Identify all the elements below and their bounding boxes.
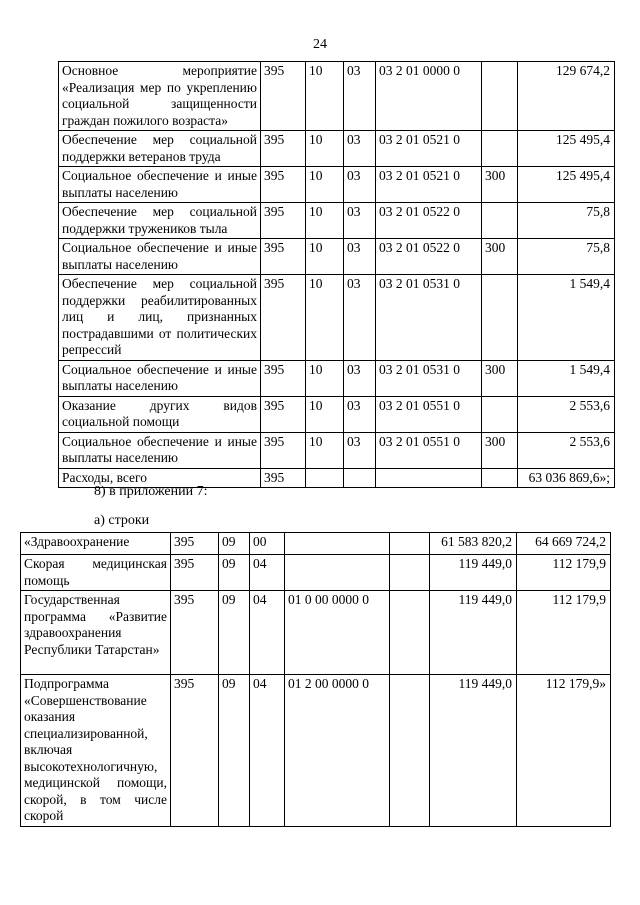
table-row	[21, 555, 611, 591]
paragraph-appendix-7: 8) в приложении 7:	[94, 484, 208, 499]
row-value-cell: 03	[344, 167, 376, 203]
row-value-cell: 10	[306, 131, 344, 167]
row-value-cell: 03	[344, 396, 376, 432]
row-value-cell: 300	[482, 239, 518, 275]
row-value-cell	[482, 203, 518, 239]
row-name-cell: Социальное обеспечение и иные выплаты населению	[59, 239, 261, 275]
paragraph-rows-label: а) строки	[94, 513, 150, 528]
row-value-cell	[482, 468, 518, 488]
row-value-cell: 09	[219, 675, 250, 827]
row-value-cell: 03	[344, 275, 376, 361]
row-value-cell	[344, 468, 376, 488]
row-value-cell: 119 449,0	[430, 675, 517, 827]
row-value-cell	[285, 555, 390, 591]
row-value-cell: 09	[219, 533, 250, 555]
row-name-cell: Подпрограмма «Совершенствование оказания специализированной, включая высокотехнологичную, медицинской помощи, скорой, в том числе скорой	[21, 675, 171, 827]
table-row	[59, 275, 615, 361]
table-row	[59, 167, 615, 203]
row-value-cell: 04	[250, 555, 285, 591]
row-value-cell: 03 2 01 0531 0	[376, 360, 482, 396]
row-value-cell: 300	[482, 432, 518, 468]
row-value-cell: 395	[261, 203, 306, 239]
row-value-cell: 395	[171, 533, 219, 555]
row-value-cell: 10	[306, 167, 344, 203]
row-value-cell: 03	[344, 131, 376, 167]
row-value-cell: 10	[306, 203, 344, 239]
row-value-cell: 112 179,9»	[517, 675, 611, 827]
row-value-cell: 03 2 01 0531 0	[376, 275, 482, 361]
row-value-cell: 300	[482, 167, 518, 203]
row-value-cell: 395	[261, 432, 306, 468]
row-value-cell: 03	[344, 239, 376, 275]
row-name-cell: Оказание других видов социальной помощи	[59, 396, 261, 432]
row-value-cell: 10	[306, 275, 344, 361]
table-row	[21, 591, 611, 675]
row-value-cell: 03	[344, 203, 376, 239]
row-name-cell: Обеспечение мер социальной поддержки тружеников тыла	[59, 203, 261, 239]
row-value-cell: 03 2 01 0000 0	[376, 62, 482, 131]
row-value-cell: 125 495,4	[518, 131, 615, 167]
table-row	[59, 239, 615, 275]
row-value-cell: 03 2 01 0522 0	[376, 239, 482, 275]
row-value-cell: 395	[261, 275, 306, 361]
row-value-cell	[285, 533, 390, 555]
row-value-cell: 125 495,4	[518, 167, 615, 203]
row-name-cell: Обеспечение мер социальной поддержки ветеранов труда	[59, 131, 261, 167]
row-value-cell: 03	[344, 360, 376, 396]
row-value-cell: 03 2 01 0522 0	[376, 203, 482, 239]
table-row	[59, 432, 615, 468]
row-value-cell: 395	[261, 468, 306, 488]
row-value-cell	[376, 468, 482, 488]
row-name-cell: «Здравоохранение	[21, 533, 171, 555]
row-value-cell: 03	[344, 432, 376, 468]
row-value-cell: 395	[261, 396, 306, 432]
row-name-cell: Социальное обеспечение и иные выплаты населению	[59, 360, 261, 396]
row-name-cell: Расходы, всего	[59, 468, 261, 488]
row-value-cell: 01 0 00 0000 0	[285, 591, 390, 675]
row-value-cell: 09	[219, 591, 250, 675]
row-value-cell: 61 583 820,2	[430, 533, 517, 555]
row-value-cell: 395	[171, 555, 219, 591]
row-value-cell	[482, 275, 518, 361]
row-value-cell: 01 2 00 0000 0	[285, 675, 390, 827]
row-value-cell: 395	[261, 239, 306, 275]
row-value-cell: 395	[261, 62, 306, 131]
row-name-cell: Социальное обеспечение и иные выплаты населению	[59, 432, 261, 468]
table-row	[59, 62, 615, 131]
row-value-cell: 63 036 869,6»;	[518, 468, 615, 488]
row-value-cell: 03 2 01 0551 0	[376, 396, 482, 432]
row-value-cell: 04	[250, 675, 285, 827]
row-value-cell: 1 549,4	[518, 360, 615, 396]
row-value-cell: 03 2 01 0521 0	[376, 167, 482, 203]
table-row	[59, 203, 615, 239]
row-name-cell: Обеспечение мер социальной поддержки реабилитированных лиц и лиц, признанных пострадавшими от политических репрессий	[59, 275, 261, 361]
row-value-cell: 09	[219, 555, 250, 591]
row-value-cell	[482, 396, 518, 432]
row-value-cell: 395	[261, 131, 306, 167]
row-value-cell: 03	[344, 62, 376, 131]
row-name-cell: Основное мероприятие «Реализация мер по укреплению социальной защищенности граждан пожилого возраста»	[59, 62, 261, 131]
row-value-cell	[306, 468, 344, 488]
budget-table-1	[58, 61, 615, 488]
row-value-cell: 03 2 01 0521 0	[376, 131, 482, 167]
row-value-cell	[390, 555, 430, 591]
row-value-cell	[390, 533, 430, 555]
row-value-cell: 119 449,0	[430, 591, 517, 675]
row-value-cell: 10	[306, 432, 344, 468]
table-row	[59, 396, 615, 432]
row-name-cell: Государственная программа «Развитие здравоохранения Республики Татарстан»	[21, 591, 171, 675]
table-row	[21, 675, 611, 827]
table-row	[21, 533, 611, 555]
row-value-cell: 75,8	[518, 203, 615, 239]
row-value-cell: 00	[250, 533, 285, 555]
row-value-cell: 75,8	[518, 239, 615, 275]
row-name-cell: Социальное обеспечение и иные выплаты населению	[59, 167, 261, 203]
row-value-cell: 300	[482, 360, 518, 396]
row-value-cell: 10	[306, 239, 344, 275]
row-name-cell: Скорая медицинская помощь	[21, 555, 171, 591]
row-value-cell: 395	[261, 360, 306, 396]
row-value-cell: 395	[261, 167, 306, 203]
row-value-cell	[390, 675, 430, 827]
row-value-cell	[482, 131, 518, 167]
row-value-cell: 04	[250, 591, 285, 675]
row-value-cell: 395	[171, 675, 219, 827]
row-value-cell: 2 553,6	[518, 396, 615, 432]
row-value-cell	[482, 62, 518, 131]
row-value-cell: 1 549,4	[518, 275, 615, 361]
row-value-cell: 112 179,9	[517, 555, 611, 591]
row-value-cell: 10	[306, 396, 344, 432]
row-value-cell: 10	[306, 62, 344, 131]
table-row	[59, 360, 615, 396]
row-value-cell: 119 449,0	[430, 555, 517, 591]
row-value-cell: 2 553,6	[518, 432, 615, 468]
row-value-cell: 112 179,9	[517, 591, 611, 675]
row-value-cell: 64 669 724,2	[517, 533, 611, 555]
row-value-cell: 129 674,2	[518, 62, 615, 131]
budget-table-2	[20, 532, 611, 827]
row-value-cell	[390, 591, 430, 675]
row-value-cell: 395	[171, 591, 219, 675]
table-row	[59, 131, 615, 167]
row-value-cell: 10	[306, 360, 344, 396]
row-value-cell: 03 2 01 0551 0	[376, 432, 482, 468]
page-number: 24	[313, 37, 327, 52]
